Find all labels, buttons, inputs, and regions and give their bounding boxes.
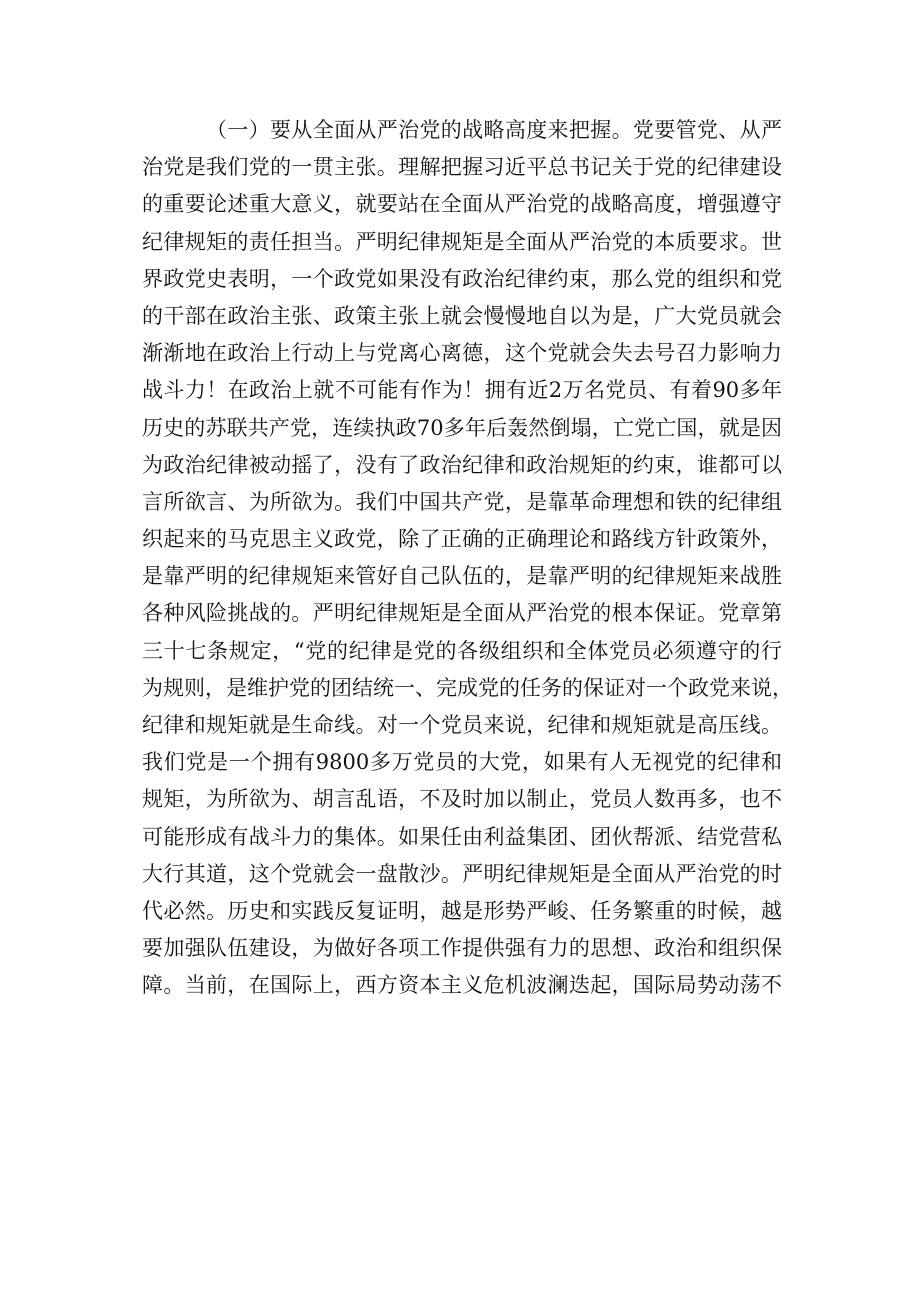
text-line: 各种风险挑战的。严明纪律规矩是全面从严治党的根本保证。党章第 [142,601,782,626]
text-line: 是靠严明的纪律规矩来管好自己队伍的，是靠严明的纪律规矩来战胜 [142,564,782,589]
text-line: 渐渐地在政治上行动上与党离心离德，这个党就会失去号召力影响力 [142,341,782,366]
text-line: 大行其道，这个党就会一盘散沙。严明纪律规矩是全面从严治党的时 [142,861,782,886]
text-line: 障。当前，在国际上，西方资本主义危机波澜迭起，国际局势动荡不 [142,973,782,998]
text-line: 可能形成有战斗力的集体。如果任由利益集团、团伙帮派、结党营私 [142,824,782,849]
text-line: 规矩，为所欲为、胡言乱语，不及时加以制止，党员人数再多，也不 [142,787,782,812]
text-line: 要加强队伍建设，为做好各项工作提供强有力的思想、政治和组织保 [142,936,782,961]
text-line: 治党是我们党的一贯主张。理解把握习近平总书记关于党的纪律建设 [142,155,782,180]
body-paragraph [142,112,793,1005]
text-line: 三十七条规定，“党的纪律是党的各级组织和全体党员必须遵守的行 [142,638,782,663]
text-line: 为政治纪律被动摇了，没有了政治纪律和政治规矩的约束，谁都可以 [142,452,782,477]
text-line: 的重要论述重大意义，就要站在全面从严治党的战略高度，增强遵守 [142,192,782,217]
text-line: （一）要从全面从严治党的战略高度来把握。党要管党、从严 [206,118,782,142]
text-line: 的干部在政治主张、政策主张上就会慢慢地自以为是，广大党员就会 [142,303,782,328]
text-line: 织起来的马克思主义政党，除了正确的正确理论和路线方针政策外， [142,527,782,552]
text-line: 言所欲言、为所欲为。我们中国共产党，是靠革命理想和铁的纪律组 [142,489,782,514]
text-line: 为规则，是维护党的团结统一、完成党的任务的保证对一个政党来说， [142,675,793,700]
text-line: 纪律和规矩就是生命线。对一个党员来说，纪律和规矩就是高压线。 [142,713,782,737]
text-line: 历史的苏联共产党，连续执政70多年后轰然倒塌，亡党亡国，就是因 [142,415,782,440]
text-line: 界政党史表明，一个政党如果没有政治纪律约束，那么党的组织和党 [142,266,782,291]
text-line: 我们党是一个拥有9800多万党员的大党，如果有人无视党的纪律和 [142,750,782,775]
text-line: 代必然。历史和实践反复证明，越是形势严峻、任务繁重的时候，越 [142,898,782,923]
text-line: 战斗力！在政治上就不可能有作为！拥有近2万名党员、有着90多年 [142,378,782,403]
text-line: 纪律规矩的责任担当。严明纪律规矩是全面从严治党的本质要求。世 [142,229,782,254]
